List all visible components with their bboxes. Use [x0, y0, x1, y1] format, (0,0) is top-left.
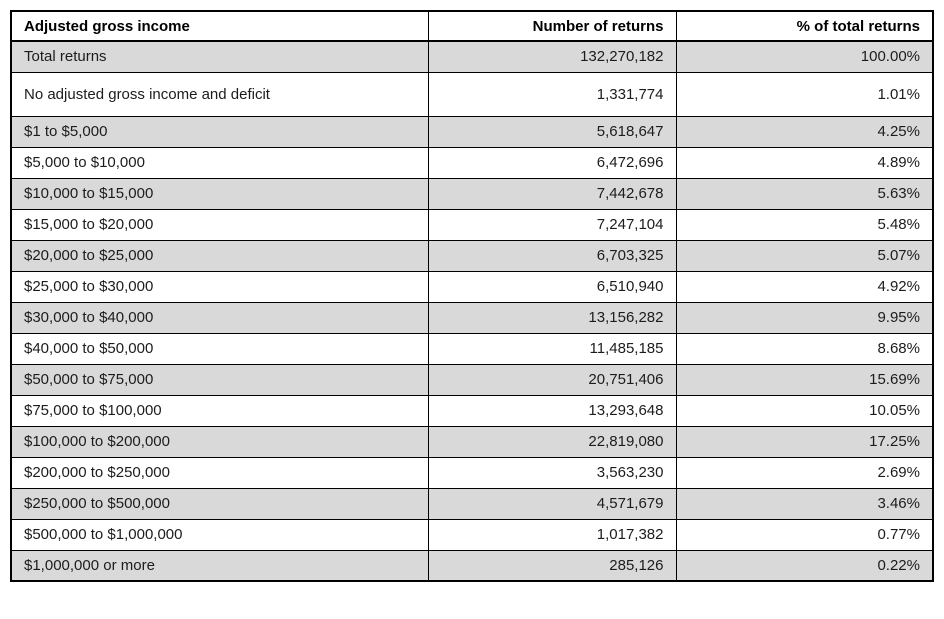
pct-cell: 0.77% [676, 519, 933, 550]
table-row [11, 271, 933, 302]
table-header [11, 11, 933, 41]
agi-cell: $100,000 to $200,000 [11, 426, 428, 457]
pct-cell: 17.25% [676, 426, 933, 457]
returns-cell: 3,563,230 [428, 457, 676, 488]
pct-cell: 5.48% [676, 209, 933, 240]
table-row [11, 72, 933, 116]
pct-cell: 3.46% [676, 488, 933, 519]
pct-cell: 10.05% [676, 395, 933, 426]
agi-cell: $5,000 to $10,000 [11, 147, 428, 178]
table-row [11, 333, 933, 364]
agi-cell: $75,000 to $100,000 [11, 395, 428, 426]
agi-cell: $25,000 to $30,000 [11, 271, 428, 302]
pct-cell: 4.89% [676, 147, 933, 178]
table-row [11, 395, 933, 426]
agi-cell: $1 to $5,000 [11, 116, 428, 147]
table-body [11, 41, 933, 581]
pct-cell: 1.01% [676, 72, 933, 116]
table-row [11, 302, 933, 333]
agi-cell: $1,000,000 or more [11, 550, 428, 581]
table-row [11, 488, 933, 519]
agi-cell: $250,000 to $500,000 [11, 488, 428, 519]
header-row [11, 11, 933, 41]
pct-cell: 0.22% [676, 550, 933, 581]
returns-cell: 22,819,080 [428, 426, 676, 457]
table-row [11, 519, 933, 550]
table-row [11, 457, 933, 488]
pct-cell: 2.69% [676, 457, 933, 488]
pct-cell: 4.25% [676, 116, 933, 147]
pct-cell: 100.00% [676, 41, 933, 72]
pct-cell: 8.68% [676, 333, 933, 364]
returns-cell: 20,751,406 [428, 364, 676, 395]
pct-cell: 9.95% [676, 302, 933, 333]
column-header-pct-of-total-returns: % of total returns [676, 11, 933, 41]
returns-cell: 132,270,182 [428, 41, 676, 72]
pct-cell: 5.07% [676, 240, 933, 271]
pct-cell: 15.69% [676, 364, 933, 395]
returns-cell: 13,293,648 [428, 395, 676, 426]
agi-cell: $30,000 to $40,000 [11, 302, 428, 333]
agi-cell: $20,000 to $25,000 [11, 240, 428, 271]
table-row [11, 41, 933, 72]
table-row [11, 209, 933, 240]
table-row [11, 116, 933, 147]
pct-cell: 4.92% [676, 271, 933, 302]
table-row [11, 364, 933, 395]
agi-cell: $15,000 to $20,000 [11, 209, 428, 240]
agi-cell: $500,000 to $1,000,000 [11, 519, 428, 550]
column-header-adjusted-gross-income: Adjusted gross income [11, 11, 428, 41]
table-row [11, 147, 933, 178]
returns-cell: 6,510,940 [428, 271, 676, 302]
returns-cell: 11,485,185 [428, 333, 676, 364]
agi-cell: $10,000 to $15,000 [11, 178, 428, 209]
returns-cell: 4,571,679 [428, 488, 676, 519]
agi-cell: Total returns [11, 41, 428, 72]
returns-cell: 285,126 [428, 550, 676, 581]
agi-cell: $200,000 to $250,000 [11, 457, 428, 488]
agi-table [10, 10, 934, 582]
returns-cell: 6,472,696 [428, 147, 676, 178]
returns-cell: 7,442,678 [428, 178, 676, 209]
table-row [11, 240, 933, 271]
table-row [11, 550, 933, 581]
pct-cell: 5.63% [676, 178, 933, 209]
returns-cell: 5,618,647 [428, 116, 676, 147]
table-row [11, 426, 933, 457]
agi-cell: $50,000 to $75,000 [11, 364, 428, 395]
returns-cell: 1,017,382 [428, 519, 676, 550]
returns-cell: 7,247,104 [428, 209, 676, 240]
returns-cell: 6,703,325 [428, 240, 676, 271]
table-row [11, 178, 933, 209]
returns-cell: 1,331,774 [428, 72, 676, 116]
returns-cell: 13,156,282 [428, 302, 676, 333]
column-header-number-of-returns: Number of returns [428, 11, 676, 41]
agi-cell: No adjusted gross income and deficit [11, 72, 428, 116]
agi-cell: $40,000 to $50,000 [11, 333, 428, 364]
